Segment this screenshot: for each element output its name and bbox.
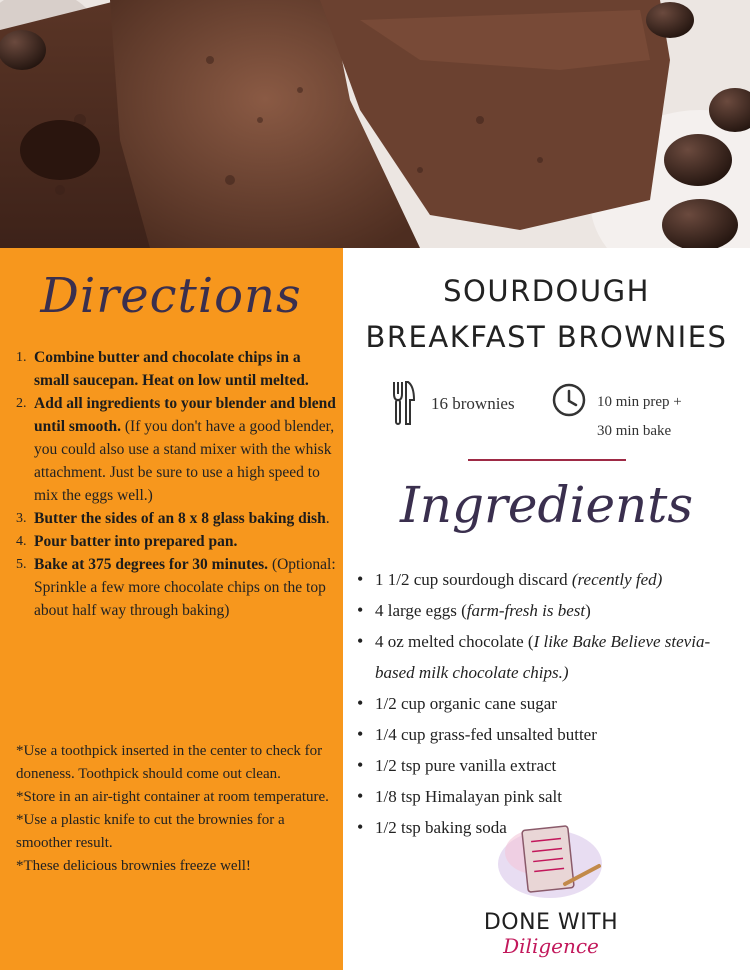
logo-text: DONE WITH [483,910,619,935]
note-item: *Use a toothpick inserted in the center to check for doneness. Toothpick should come out clean. [16,743,323,782]
ingredients-title: Ingredients [400,476,693,534]
ingredient-item: • 1/2 cup organic cane sugar [355,688,747,719]
note-item: *Use a plastic knife to cut the brownies for a smoother result. [16,812,285,851]
ingredient-item: • 4 oz melted chocolate (I like Bake Believe stevia-based milk chocolate chips.) [355,626,747,688]
ingredient-item: • 1 1/2 cup sourdough discard (recently fed) [355,564,747,595]
servings-text: 16 brownies [431,394,515,413]
brownie-photo-art [0,0,750,248]
ingredient-item: • 4 large eggs (farm-fresh is best) [355,595,747,626]
directions-title: Directions [40,268,302,324]
step-item: 4. Pour batter into prepared pan. [16,533,238,550]
recipe-title: SOURDOUGH BREAKFAST BROWNIES [365,274,728,354]
clock-icon [551,382,587,423]
brand-logo [471,822,631,962]
step-item: 5. Bake at 375 degrees for 30 minutes. (Optional: Sprinkle a few more chocolate chips on the top about half way through baking) [16,556,336,619]
directions-panel [0,248,343,970]
ingredient-item: • 1/2 tsp pure vanilla extract [355,750,747,781]
directions-steps [14,346,336,622]
planner-logo-icon [495,822,605,902]
divider [468,459,626,461]
recipe-notes [16,740,336,878]
step-item: 2. Add all ingredients to your blender and blend until smooth. (If you don't have a good blender, you could also use a stand mixer with the whisk attachment. Just be sure to use a high speed to mix the eggs well.) [16,395,336,504]
note-item: *These delicious brownies freeze well! [16,858,251,874]
recipe-panel [343,248,750,970]
fork-knife-icon [391,380,417,431]
step-item: 3. Butter the sides of an 8 x 8 glass baking dish. [16,510,330,527]
ingredient-item: • 1/2 tsp baking soda [355,812,747,843]
ingredient-item: • 1/4 cup grass-fed unsalted butter [355,719,747,750]
logo-script: Diligence [503,934,599,958]
note-item: *Store in an air-tight container at room temperature. [16,789,329,805]
time-text: 10 min prep + 30 min bake [597,394,682,439]
hero-photo [0,0,750,248]
ingredients-list [355,564,747,843]
ingredient-item: • 1/8 tsp Himalayan pink salt [355,781,747,812]
step-item: 1. Combine butter and chocolate chips in a small saucepan. Heat on low until melted. [16,349,309,389]
